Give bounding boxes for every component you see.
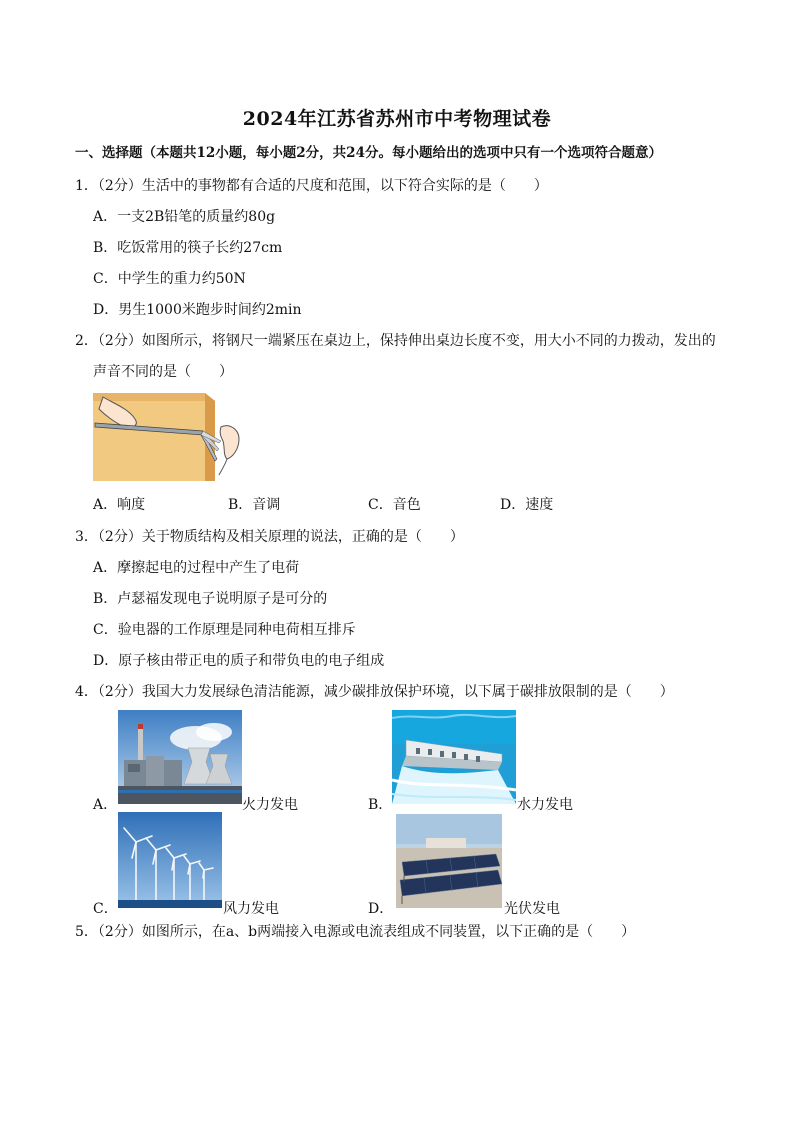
question-4-option-c-caption: 风力发电 (223, 901, 279, 917)
section-heading-choice: 一、选择题（本题共12小题，每小题2分，共24分。每小题给出的选项中只有一个选项符合题意） (75, 145, 662, 161)
question-1-option-b: B．吃饭常用的筷子长约27cm (93, 240, 283, 256)
question-2-option-a: A．响度 (93, 497, 146, 513)
question-3-option-c: C．验电器的工作原理是同种电荷相互排斥 (93, 622, 356, 638)
steel-ruler-table-figure (93, 393, 243, 481)
question-4-option-b-caption: 水力发电 (517, 797, 573, 813)
question-5-stem: 5．（2分）如图所示，在a、b两端接入电源或电流表组成不同装置，以下正确的是（ ） (75, 924, 636, 940)
question-1-option-a: A．一支2B铅笔的质量约80g (93, 209, 276, 225)
thermal-power-plant-photo (118, 710, 242, 804)
question-3-option-d: D．原子核由带正电的质子和带负电的电子组成 (93, 653, 385, 669)
question-4-option-a-caption: 火力发电 (242, 797, 298, 813)
question-1-option-d: D．男生1000米跑步时间约2min (93, 302, 302, 318)
question-4-stem: 4．（2分）我国大力发展绿色清洁能源，减少碳排放保护环境，以下属于碳排放限制的是（ ） (75, 684, 674, 700)
wind-turbines-photo (118, 812, 222, 908)
question-2-stem-line-2: 声音不同的是（ ） (93, 364, 233, 380)
question-1-stem: 1．（2分）生活中的事物都有合适的尺度和范围，以下符合实际的是（ ） (75, 178, 548, 194)
question-2-option-d: D．速度 (500, 497, 554, 513)
question-4-option-d-caption: 光伏发电 (504, 901, 560, 917)
question-2-option-c: C．音色 (368, 497, 421, 513)
question-4-option-d-letter: D． (368, 901, 394, 917)
hydro-power-dam-photo (392, 710, 516, 804)
exam-title: 2024年江苏省苏州市中考物理试卷 (242, 108, 552, 130)
question-1-option-c: C．中学生的重力约50N (93, 271, 246, 287)
question-3-option-b: B．卢瑟福发现电子说明原子是可分的 (93, 591, 328, 607)
question-4-option-b-letter: B． (368, 797, 393, 813)
question-4-option-c-letter: C． (93, 901, 118, 917)
question-2-option-b: B．音调 (228, 497, 281, 513)
question-2-stem-line-1: 2．（2分）如图所示，将钢尺一端紧压在桌边上，保持伸出桌边长度不变，用大小不同的力拨动，发出的 (75, 333, 716, 349)
question-3-option-a: A．摩擦起电的过程中产生了电荷 (93, 560, 300, 576)
question-3-stem: 3．（2分）关于物质结构及相关原理的说法，正确的是（ ） (75, 529, 464, 545)
question-4-option-a-letter: A． (93, 797, 118, 813)
solar-panels-photo (396, 814, 502, 908)
